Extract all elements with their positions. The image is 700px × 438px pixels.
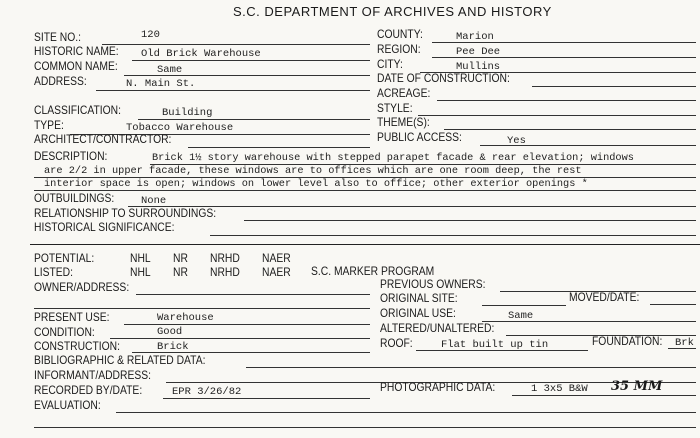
- moved-date-label: MOVED/DATE:: [569, 290, 640, 304]
- description-underline-3: [34, 190, 696, 191]
- significance-line: [210, 235, 696, 236]
- address-line: [96, 90, 370, 91]
- bibliographic-line: [246, 367, 696, 368]
- original-use-line: [482, 321, 696, 322]
- evaluation-line: [116, 412, 696, 413]
- original-use-value: Same: [508, 310, 534, 322]
- section-divider: [30, 244, 700, 245]
- roof-label: ROOF:: [380, 336, 413, 350]
- construction-value: Brick: [157, 341, 189, 353]
- recorded-by-label: RECORDED BY/DATE:: [34, 383, 143, 397]
- listed-nr: NR: [173, 265, 188, 279]
- classification-value: Building: [162, 107, 213, 119]
- significance-label: HISTORICAL SIGNIFICANCE:: [34, 220, 175, 234]
- evaluation-label: EVALUATION:: [34, 398, 101, 412]
- original-site-label: ORIGINAL SITE:: [380, 291, 458, 305]
- site-no-value: 120: [141, 29, 160, 41]
- photographic-handwritten-note: 35 MM: [611, 379, 663, 394]
- foundation-line: [668, 348, 696, 349]
- description-label: DESCRIPTION:: [34, 149, 108, 163]
- acreage-line: [437, 100, 696, 101]
- roof-value: Flat built up tin: [441, 339, 549, 351]
- date-of-construction-label: DATE OF CONSTRUCTION:: [377, 71, 510, 85]
- potential-label: POTENTIAL:: [34, 251, 95, 265]
- public-access-value: Yes: [507, 135, 526, 147]
- relationship-line: [244, 220, 696, 221]
- previous-owners-label: PREVIOUS OWNERS:: [380, 277, 486, 291]
- listed-naer: NAER: [262, 265, 291, 279]
- present-use-label: PRESENT USE:: [34, 310, 110, 324]
- historic-name-value: Old Brick Warehouse: [141, 48, 261, 60]
- common-name-label: COMMON NAME:: [34, 59, 118, 73]
- architect-contractor-line: [188, 147, 370, 148]
- acreage-label: ACREAGE:: [377, 86, 431, 100]
- common-name-value: Same: [157, 64, 183, 76]
- description-line-1: Brick 1½ story warehouse with stepped parapet facade & rear elevation; windows: [152, 152, 634, 164]
- potential-nhl: NHL: [130, 251, 151, 265]
- photographic-value: 1 3x5 B&W: [531, 383, 588, 395]
- classification-line: [138, 119, 370, 120]
- potential-nr: NR: [173, 251, 188, 265]
- themes-line: [444, 129, 696, 130]
- foundation-label: FOUNDATION:: [592, 334, 663, 348]
- address-label: ADDRESS:: [34, 74, 87, 88]
- roof-line: [416, 350, 588, 351]
- photographic-label: PHOTOGRAPHIC DATA:: [380, 380, 496, 394]
- present-use-value: Warehouse: [157, 312, 214, 324]
- region-label: REGION:: [377, 42, 421, 56]
- address-value: N. Main St.: [126, 78, 196, 90]
- site-no-label: SITE NO.:: [34, 30, 82, 44]
- owner-address-line: [136, 294, 370, 295]
- description-line-2: are 2/2 in upper facade, these windows are to offices which are one room deep, the rest: [44, 165, 582, 177]
- style-line: [418, 115, 696, 116]
- condition-value: Good: [157, 326, 183, 338]
- listed-label: LISTED:: [34, 265, 74, 279]
- city-value: Mullins: [456, 61, 501, 73]
- county-line: [432, 42, 696, 43]
- moved-date-line: [650, 304, 696, 305]
- listed-nrhd: NRHD: [210, 265, 240, 279]
- recorded-by-value: EPR 3/26/82: [172, 386, 242, 398]
- original-use-label: ORIGINAL USE:: [380, 306, 456, 320]
- region-value: Pee Dee: [456, 46, 501, 58]
- listed-nhl: NHL: [130, 265, 151, 279]
- date-of-construction-line: [532, 86, 696, 87]
- public-access-label: PUBLIC ACCESS:: [377, 130, 462, 144]
- relationship-label: RELATIONSHIP TO SURROUNDINGS:: [34, 206, 217, 220]
- region-line: [432, 57, 696, 58]
- condition-label: CONDITION:: [34, 325, 95, 339]
- informant-label: INFORMANT/ADDRESS:: [34, 368, 151, 382]
- type-label: TYPE:: [34, 118, 64, 132]
- historic-name-label: HISTORIC NAME:: [34, 44, 119, 58]
- outbuildings-value: None: [141, 195, 167, 207]
- original-site-line: [482, 305, 566, 306]
- potential-naer: NAER: [262, 251, 291, 265]
- construction-label: CONSTRUCTION:: [34, 339, 120, 353]
- evaluation-line-2: [34, 427, 696, 428]
- themes-label: THEME(S):: [377, 115, 430, 129]
- foundation-value: Brk: [675, 337, 694, 349]
- owner-address-line-2: [34, 308, 370, 309]
- site-no-line: [102, 44, 370, 45]
- bibliographic-label: BIBLIOGRAPHIC & RELATED DATA:: [34, 353, 206, 367]
- description-line-3: interior space is open; windows on lower level also to office; other exterior openings *: [44, 178, 588, 190]
- photographic-line: [512, 395, 696, 396]
- common-name-line: [124, 75, 370, 76]
- marker-program-label: S.C. MARKER PROGRAM: [311, 264, 435, 278]
- recorded-by-line: [163, 398, 370, 399]
- condition-line: [110, 338, 370, 339]
- public-access-line: [480, 145, 696, 146]
- architect-contractor-label: ARCHITECT/CONTRACTOR:: [34, 132, 172, 146]
- city-label: CITY:: [377, 57, 403, 71]
- present-use-line: [124, 324, 370, 325]
- outbuildings-label: OUTBUILDINGS:: [34, 191, 115, 205]
- altered-label: ALTERED/UNALTERED:: [380, 321, 495, 335]
- potential-nrhd: NRHD: [210, 251, 240, 265]
- county-value: Marion: [456, 31, 494, 43]
- type-value: Tobacco Warehouse: [126, 122, 234, 134]
- classification-label: CLASSIFICATION:: [34, 103, 121, 117]
- historic-name-line: [132, 60, 370, 61]
- form-title: S.C. DEPARTMENT OF ARCHIVES AND HISTORY: [233, 4, 552, 19]
- owner-address-label: OWNER/ADDRESS:: [34, 280, 130, 294]
- style-label: STYLE:: [377, 101, 413, 115]
- county-label: COUNTY:: [377, 27, 423, 41]
